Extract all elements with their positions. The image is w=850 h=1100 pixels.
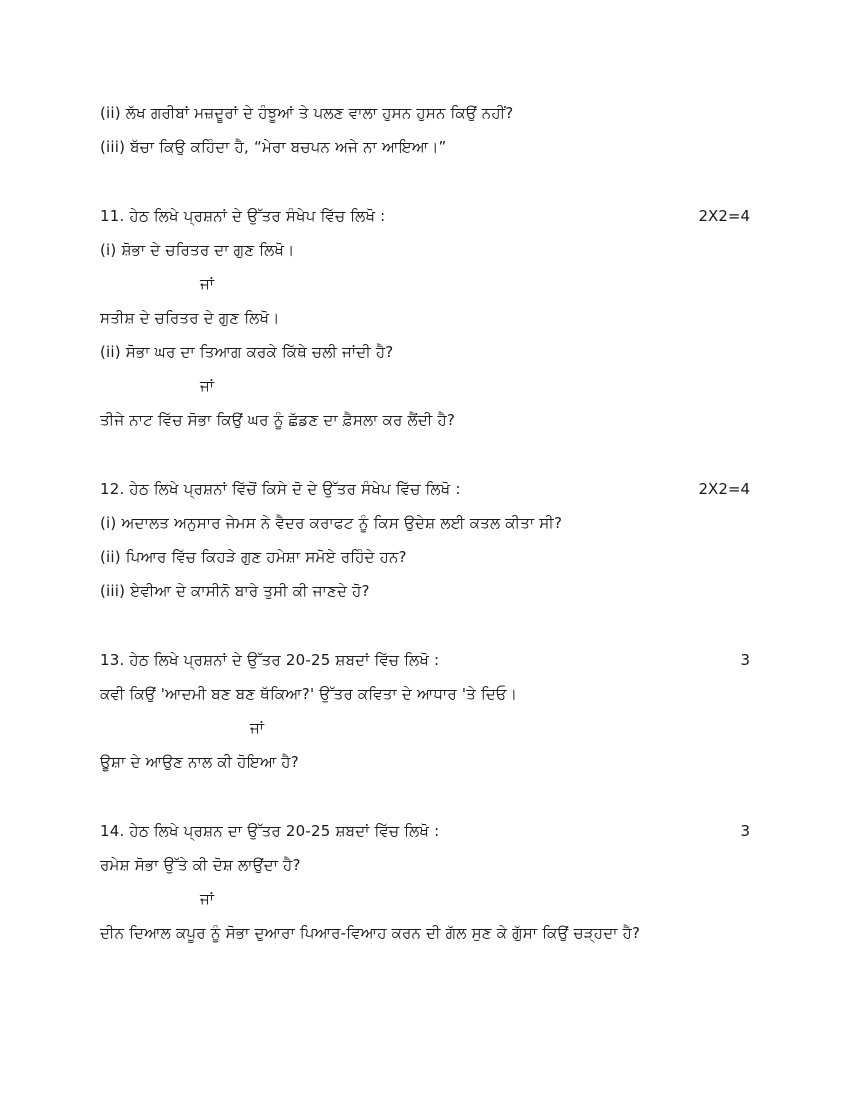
question-heading: 11. ਹੇਠ ਲਿਖੇ ਪ੍ਰਸ਼ਨਾਂ ਦੇ ਉੱਤਰ ਸੰਖੇਪ ਵਿੱਚ ਲਿਖੋ : [100,207,386,225]
question-line: ਦੀਨ ਦਿਆਲ ਕਪੂਰ ਨੂੰ ਸੋਭਾ ਦੁਆਰਾ ਪਿਆਰ-ਵਿਆਹ ਕਰਨ ਦੀ ਗੱਲ ਸੁਣ ਕੇ ਗੁੱਸਾ ਕਿਉਂ ਚੜ੍ਹਦਾ ਹੈ? [100,924,641,942]
or-separator: ਜਾਂ [200,890,215,908]
question-line: ਸਤੀਸ਼ ਦੇ ਚਰਿਤਰ ਦੇ ਗੁਣ ਲਿਖੋ। [100,309,280,327]
question-line: ਤੀਜੇ ਨਾਟ ਵਿੱਚ ਸੋਭਾ ਕਿਉਂ ਘਰ ਨੂੰ ਛੱਡਣ ਦਾ ਫ਼ੈਸਲਾ ਕਰ ਲੈਂਦੀ ਹੈ? [100,411,456,429]
question-heading: 13. ਹੇਠ ਲਿਖੇ ਪ੍ਰਸ਼ਨਾਂ ਦੇ ਉੱਤਰ 20-25 ਸ਼ਬਦਾਂ ਵਿੱਚ ਲਿਖੋ : [100,651,440,669]
question-heading: 12. ਹੇਠ ਲਿਖੇ ਪ੍ਰਸ਼ਨਾਂ ਵਿੱਚੋਂ ਕਿਸੇ ਦੋ ਦੇ ਉੱਤਰ ਸੰਖੇਪ ਵਿੱਚ ਲਿਖੋ : [100,480,461,498]
question-line: (iii) ਏਵੀਆ ਦੇ ਕਾਸੀਨੋ ਬਾਰੇ ਤੁਸੀ ਕੀ ਜਾਣਦੇ ਹੋ? [100,582,370,600]
question-line: (i) ਸ਼ੋਭਾ ਦੇ ਚਰਿਤਰ ਦਾ ਗੁਣ ਲਿਖੋ। [100,241,295,259]
or-separator: ਜਾਂ [200,377,215,395]
question-line: ਊਸ਼ਾ ਦੇ ਆਉਣ ਨਾਲ ਕੀ ਹੋਇਆ ਹੈ? [100,753,299,771]
question-line: (ii) ਪਿਆਰ ਵਿੱਚ ਕਿਹੜੇ ਗੁਣ ਹਮੇਸ਼ਾ ਸਮੋਏ ਰਹਿੰਦੇ ਹਨ? [100,548,407,566]
question-line: (ii) ਲੱਖ ਗਰੀਬਾਂ ਮਜ਼ਦੂਰਾਂ ਦੇ ਹੰਝੂਆਂ ਤੇ ਪਲਣ ਵਾਲਾ ਹੁਸਨ ਹੁਸਨ ਕਿਉਂ ਨਹੀਂ? [100,104,514,122]
marks-label: 2X2=4 [698,207,750,225]
question-line: ਰਮੇਸ਼ ਸੋਭਾ ਉੱਤੇ ਕੀ ਦੋਸ਼ ਲਾਉਂਦਾ ਹੈ? [100,856,301,874]
question-line: ਕਵੀ ਕਿਉਂ 'ਆਦਮੀ ਬਣ ਬਣ ਥੱਕਿਆ?' ਉੱਤਰ ਕਵਿਤਾ ਦੇ ਆਧਾਰ 'ਤੇ ਦਿਓ। [100,685,518,703]
question-line: (iii) ਬੱਚਾ ਕਿਉ ਕਹਿੰਦਾ ਹੈ, “ਮੇਰਾ ਬਚਪਨ ਅਜੇ ਨਾ ਆਇਆ।” [100,138,447,156]
question-heading: 14. ਹੇਠ ਲਿਖੇ ਪ੍ਰਸ਼ਨ ਦਾ ਉੱਤਰ 20-25 ਸ਼ਬਦਾਂ ਵਿੱਚ ਲਿਖੋ : [100,822,440,840]
marks-label: 3 [740,651,750,669]
marks-label: 3 [740,822,750,840]
question-line: (ii) ਸੋਭਾ ਘਰ ਦਾ ਤਿਆਗ ਕਰਕੇ ਕਿੱਥੇ ਚਲੀ ਜਾਂਦੀ ਹੈ? [100,343,394,361]
or-separator: ਜਾਂ [250,719,265,737]
question-line: (i) ਅਦਾਲਤ ਅਨੁਸਾਰ ਜੇਮਸ ਨੇ ਵੈਦਰ ਕਰਾਫਟ ਨੂੰ ਕਿਸ ਉਦੇਸ਼ ਲਈ ਕਤਲ ਕੀਤਾ ਸੀ? [100,514,563,532]
marks-label: 2X2=4 [698,480,750,498]
or-separator: ਜਾਂ [200,275,215,293]
